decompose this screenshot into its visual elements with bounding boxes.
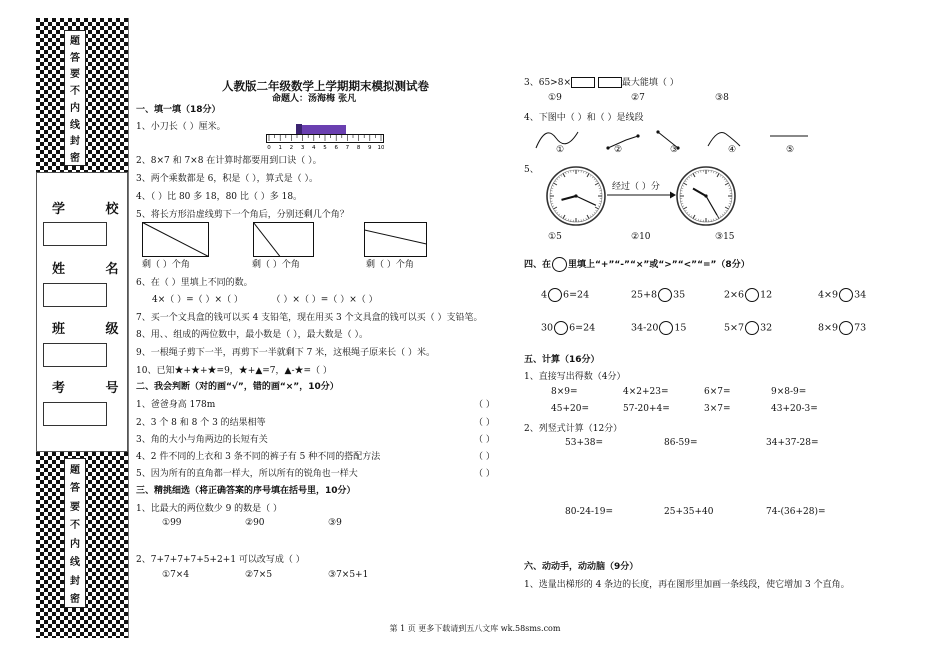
section-5-heading: 五、计算（16分） xyxy=(524,355,600,365)
exam-author: 命题人：汤海梅 张凡 xyxy=(272,94,357,104)
compare-item xyxy=(541,288,589,302)
compare-item xyxy=(724,321,772,335)
choice-q3-box-2[interactable] xyxy=(598,77,622,88)
section-2-heading: 二、我会判断（对的画“√”，错的画“×”，10分） xyxy=(136,382,339,392)
seal-char: 不 xyxy=(70,520,80,532)
compare-right: 35 xyxy=(673,289,686,301)
choice-q1-opt-1: ①99 xyxy=(162,518,182,528)
judge-paren-1[interactable]: （ ） xyxy=(474,400,495,410)
compare-item xyxy=(818,321,866,335)
vertical-calc-item: 74-(36+28)= xyxy=(766,507,826,517)
ruler-tick-label: 0 xyxy=(267,145,271,150)
judge-item-4: 4、2 件不同的上衣和 3 条不同的裤子有 5 种不同的搭配方法 xyxy=(136,452,381,462)
compare-circle[interactable] xyxy=(548,288,562,302)
choice-q3-opt-3: ③8 xyxy=(715,93,729,103)
choice-q3-opt-1: ①9 xyxy=(548,93,562,103)
choice-q2-opt-1: ①7×4 xyxy=(162,570,190,580)
direct-calc-item: 43+20-3= xyxy=(771,404,818,414)
choice-q2-opt-3: ③7×5+1 xyxy=(328,570,369,580)
seal-char: 封 xyxy=(70,136,80,148)
direct-calc-item: 57-20+4= xyxy=(623,404,670,414)
ruler-tick-label: 10 xyxy=(377,145,384,150)
judge-item-1: 1、爸爸身高 178m xyxy=(136,400,216,410)
section-6-heading: 六、动动手，动动脑（9分） xyxy=(524,562,639,572)
choice-q3-prefix: 3、65>8× xyxy=(524,78,571,88)
compare-item xyxy=(541,321,595,335)
exam-title: 人教版二年级数学上学期期末模拟测试卷 xyxy=(222,79,429,93)
choice-q4: 4、下图中（ ）和（ ）是线段 xyxy=(524,113,644,123)
clock-end xyxy=(677,167,735,225)
s1-q5-caption-1: 剩（ ）个角 xyxy=(142,260,190,270)
compare-right: 6=24 xyxy=(569,322,596,334)
line-figure-4 xyxy=(708,133,740,147)
compare-left: 30 xyxy=(541,322,554,334)
vertical-calc-subheading: 2、列竖式计算（12分） xyxy=(524,424,623,434)
seal-char: 内 xyxy=(70,102,80,114)
compare-circle[interactable] xyxy=(745,321,759,335)
vertical-calc-item: 34+37-28= xyxy=(766,438,819,448)
choice-q5-opt-3: ③15 xyxy=(715,232,735,242)
clock-start xyxy=(547,167,605,225)
judge-paren-3[interactable]: （ ） xyxy=(474,435,495,445)
section-3-heading: 三、精挑细选（将正确答案的序号填在括号里，10分） xyxy=(136,486,356,496)
judge-item-5: 5、因为所有的直角都一样大，所以所有的锐角也一样大 xyxy=(136,469,358,479)
direct-calc-subheading: 1、直接写出得数（4分） xyxy=(524,372,626,382)
s1-q2: 2、8×7 和 7×8 在计算时都要用到口诀（ ）。 xyxy=(136,156,322,166)
compare-right: 32 xyxy=(760,322,773,334)
choice-q1-opt-2: ②90 xyxy=(245,518,265,528)
s1-q5: 5、将长方形沿虚线剪下一个角后，分别还剩几个角？ xyxy=(136,210,349,220)
compare-left: 2×6 xyxy=(724,289,745,301)
seal-notice-top xyxy=(64,30,86,166)
compare-right: 73 xyxy=(854,322,867,334)
compare-item xyxy=(724,288,772,302)
seal-char: 密 xyxy=(70,153,80,165)
seal-char: 不 xyxy=(70,86,80,98)
section-1-heading: 一、填一填（18分） xyxy=(136,105,221,115)
ruler-tick-label: 4 xyxy=(312,145,316,150)
seal-char: 内 xyxy=(70,538,80,550)
ruler-tick-label: 1 xyxy=(278,145,282,150)
compare-circle[interactable] xyxy=(658,288,672,302)
direct-calc-item: 3×7= xyxy=(704,404,731,414)
seal-char: 要 xyxy=(70,69,80,81)
judge-paren-4[interactable]: （ ） xyxy=(474,452,495,462)
compare-right: 12 xyxy=(760,289,773,301)
compare-right: 15 xyxy=(674,322,687,334)
line-figure-2 xyxy=(606,134,639,149)
section-4-heading-a: 四、在 xyxy=(524,260,552,270)
vertical-calc-item: 86-59= xyxy=(664,438,698,448)
compare-left: 8×9 xyxy=(818,322,839,334)
section-4-heading-b: 里填上“+”“-”“×”或“>”“<”“=”（8分） xyxy=(568,260,750,270)
line-label-3: ③ xyxy=(670,145,679,155)
line-label-2: ② xyxy=(614,145,623,155)
compare-right: 6=24 xyxy=(563,289,590,301)
s1-q10: 10、已知★+★+★=9，★+▲=7，▲-★=（ ） xyxy=(136,366,332,376)
school-field[interactable] xyxy=(43,222,107,246)
knife-handle xyxy=(296,124,302,135)
judge-paren-5[interactable]: （ ） xyxy=(474,469,495,479)
vertical-calc-item: 25+35+40 xyxy=(664,507,714,517)
direct-calc-item: 6×7= xyxy=(704,387,731,397)
ruler-tick-label: 7 xyxy=(345,145,350,150)
page-footer: 第 1 页 更多下载请到五八文库 wk.58sms.com xyxy=(389,624,561,633)
choice-q3-suffix: 最大能填（ ） xyxy=(621,78,679,88)
compare-circle[interactable] xyxy=(554,321,568,335)
choice-q3-opt-2: ②7 xyxy=(631,93,645,103)
compare-circle[interactable] xyxy=(745,288,759,302)
name-label: 姓 名 xyxy=(52,262,137,277)
seal-char: 答 xyxy=(70,483,80,495)
elapsed-time-label: 经过（ ）分 xyxy=(612,182,660,192)
compare-item xyxy=(631,321,686,335)
judge-paren-2[interactable]: （ ） xyxy=(474,418,495,428)
compare-right: 34 xyxy=(854,289,867,301)
choice-q5-opt-1: ①5 xyxy=(548,232,562,242)
seal-char: 题 xyxy=(70,35,80,47)
compare-circle[interactable] xyxy=(839,321,853,335)
direct-calc-item: 9×8-9= xyxy=(771,387,807,397)
rect-figure-1 xyxy=(143,223,209,257)
s1-q8: 8、用、、组成的两位数中，最小数是（ ），最大数是（ ）。 xyxy=(136,330,368,340)
ruler-tick-label: 2 xyxy=(289,145,294,150)
seal-char: 题 xyxy=(70,464,80,476)
rect-figure-3 xyxy=(365,223,427,257)
seal-char: 线 xyxy=(70,557,80,569)
compare-item xyxy=(818,288,866,302)
s1-q4: 4、（ ）比 80 多 18，80 比（ ）多 18。 xyxy=(136,192,303,202)
s1-q5-caption-3: 剩（ ）个角 xyxy=(366,260,414,270)
direct-calc-item: 45+20= xyxy=(551,404,589,414)
vertical-calc-item: 53+38= xyxy=(565,438,603,448)
compare-circle[interactable] xyxy=(659,321,673,335)
compare-left: 5×7 xyxy=(724,322,745,334)
compare-left: 34-20 xyxy=(631,322,659,334)
knife-blade xyxy=(300,125,346,134)
compare-circle[interactable] xyxy=(839,288,853,302)
name-field[interactable] xyxy=(43,283,107,307)
ruler-tick-label: 8 xyxy=(356,145,361,150)
choice-q5: 5、 xyxy=(524,165,539,175)
line-label-4: ④ xyxy=(728,145,737,155)
choice-q1: 1、比最大的两位数少 9 的数是（ ） xyxy=(136,504,283,514)
choice-q2: 2、7+7+7+7+5+2+1 可以改写成（ ） xyxy=(136,555,305,565)
seal-notice-bottom xyxy=(64,458,86,608)
ruler-tick-label: 9 xyxy=(368,145,372,150)
class-field[interactable] xyxy=(43,343,107,367)
circle-icon xyxy=(552,257,567,272)
choice-q5-opt-2: ②10 xyxy=(631,232,651,242)
ruler-svg xyxy=(266,124,384,150)
ruler-tick-label: 6 xyxy=(334,145,338,150)
exam-number-field[interactable] xyxy=(43,402,107,426)
s1-q6-blanks: 4×（ ）=（ ）×（ ） （ ）×（ ）=（ ）×（ ） xyxy=(152,295,378,305)
s1-q6: 6、在（ ）里填上不同的数。 xyxy=(136,278,253,288)
s1-q1: 1、小刀长（ ）厘米。 xyxy=(136,122,226,132)
choice-q1-opt-3: ③9 xyxy=(328,518,342,528)
seal-char: 密 xyxy=(70,594,80,606)
seal-char: 封 xyxy=(70,575,80,587)
judge-item-2: 2、3 个 8 和 8 个 3 的结果相等 xyxy=(136,418,266,428)
vertical-calc-item: 80-24-19= xyxy=(565,507,613,517)
ruler-tick-label: 3 xyxy=(300,145,305,150)
cut-corner-figures xyxy=(142,220,442,262)
compare-left: 25+8 xyxy=(631,289,658,301)
direct-calc-item: 8×9= xyxy=(551,387,578,397)
rect-figure-2 xyxy=(254,223,314,257)
class-label: 班 级 xyxy=(52,322,137,337)
choice-q3 xyxy=(524,75,679,88)
s1-q7: 7、买一个文具盒的钱可以买 4 支铅笔，现在用买 3 个文具盒的钱可以买（ ）支铅笔。 xyxy=(136,313,483,323)
direct-calc-item: 4×2+23= xyxy=(623,387,669,397)
seal-char: 线 xyxy=(70,119,80,131)
exam-number-label: 考 号 xyxy=(52,381,137,396)
s1-q3: 3、两个乘数都是 6，积是（ ），算式是（ ）。 xyxy=(136,174,319,184)
section-4-heading xyxy=(524,257,750,272)
s1-q9: 9、一根绳子剪下一半，再剪下一半就剩下 7 米，这根绳子原来长（ ）米。 xyxy=(136,348,436,358)
school-label: 学 校 xyxy=(52,202,137,217)
choice-q3-box[interactable] xyxy=(571,77,595,88)
ruler-figure xyxy=(266,124,384,150)
s6-q1: 1、选量出梯形的 4 条边的长度，再在图形里加画一条线段，使它增加 3 个直角。 xyxy=(524,580,850,590)
compare-left: 4 xyxy=(541,289,548,301)
line-label-1: ① xyxy=(556,145,565,155)
seal-char: 要 xyxy=(70,501,80,513)
ruler-tick-label: 5 xyxy=(323,145,327,150)
judge-item-3: 3、角的大小与角两边的长短有关 xyxy=(136,435,268,445)
compare-left: 4×9 xyxy=(818,289,839,301)
line-label-5: ⑤ xyxy=(786,145,795,155)
choice-q2-opt-2: ②7×5 xyxy=(245,570,273,580)
compare-item xyxy=(631,288,685,302)
seal-char: 答 xyxy=(70,52,80,64)
clock-figures xyxy=(544,164,744,230)
s1-q5-caption-2: 剩（ ）个角 xyxy=(252,260,300,270)
